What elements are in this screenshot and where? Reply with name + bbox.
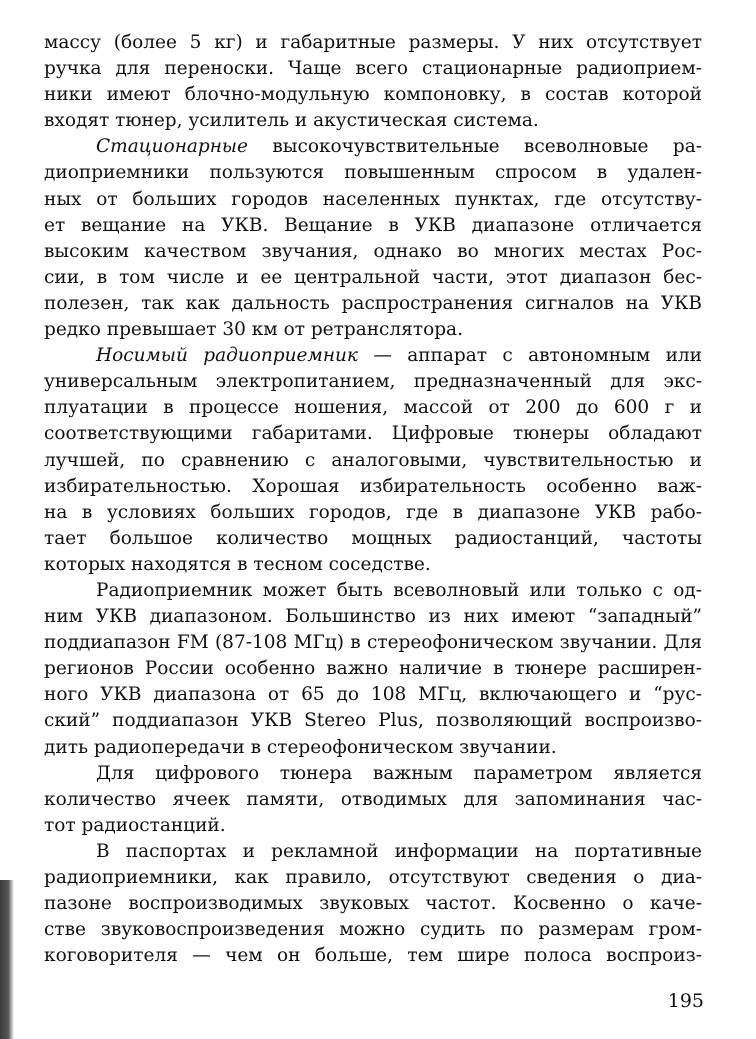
text-line: лучшей, по сравнению с аналоговыми, чувствительностью и — [44, 449, 702, 471]
page-body — [44, 30, 702, 969]
text-line: радиоприемники, как правило, отсутствуют сведения о диа- — [44, 867, 702, 888]
text-line: ручка для переноски. Чаще всего стационарные радиоприем- — [44, 58, 702, 80]
text-line: ники имеют блочно-модульную компоновку, в состав которой — [44, 84, 702, 106]
text-line: редко превышает 30 км от ретранслятора. — [44, 319, 463, 341]
text-line — [44, 134, 702, 160]
text-line: массу (более 5 кг) и габаритные размеры. У них отсутствует — [44, 32, 702, 53]
text-fragment: высокочувствительные всеволновые ра- — [247, 136, 702, 158]
paragraph-3 — [44, 343, 702, 578]
text-line: стве звуковоспроизведения можно судить по размерам гром- — [44, 919, 702, 941]
text-line: избирательностью. Хорошая избирательность особенно важ- — [44, 475, 702, 497]
paragraph-1 — [44, 30, 702, 134]
text-line: высоким качеством звучания, однако во многих местах Рос- — [44, 240, 702, 262]
text-line: плуатации в процессе ношения, массой от 200 до 600 г и — [44, 397, 702, 419]
text-line: Для цифрового тюнера важным параметром является — [96, 762, 702, 784]
text-line: универсальным электропитанием, предназначенный для экс- — [44, 371, 702, 393]
text-line: дить радиопередачи в стереофоническом звучании. — [44, 736, 557, 758]
text-line: соответствующими габаритами. Цифровые тюнеры обладают — [44, 423, 702, 445]
text-line: тот радиостанций. — [44, 814, 226, 836]
text-line: сии, в том числе и ее центральной части, этот диапазон бес- — [44, 266, 702, 288]
text-line: ет вещание на УКВ. Вещание в УКВ диапазоне отличается — [44, 214, 702, 236]
text-fragment: — аппарат с автономным или — [357, 345, 702, 367]
text-line: диоприемники пользуются повышенным спросом в удален- — [44, 162, 702, 184]
page-number: 195 — [667, 990, 704, 1012]
text-line: тает большое количество мощных радиостанций, частоты — [44, 527, 702, 549]
paragraph-5 — [44, 761, 702, 839]
text-line: поддиапазон FM (87-108 МГц) в стереофоническом звучании. Для — [44, 632, 702, 654]
text-line: количество ячеек памяти, отводимых для запоминания час- — [44, 788, 702, 810]
italic-term: Носимый радиоприемник — [96, 345, 358, 367]
paragraph-2 — [44, 134, 702, 343]
page-edge-shadow — [0, 880, 14, 1039]
italic-term: Стационарные — [96, 136, 248, 158]
text-line: на в условиях больших городов, где в диапазоне УКВ рабо- — [44, 501, 702, 523]
text-line: пазоне воспроизводимых звуковых частот. Косвенно о каче- — [44, 893, 702, 915]
text-line: ных от больших городов населенных пунктах, где отсутству- — [44, 188, 702, 210]
text-line: регионов России особенно важно наличие в тюнере расширен- — [44, 658, 702, 680]
text-line: полезен, так как дальность распространения сигналов на УКВ — [44, 292, 702, 314]
text-line: ного УКВ диапазона от 65 до 108 МГц, включающего и “рус- — [44, 684, 702, 706]
text-line: коговорителя — чем он больше, тем шире полоса воспроиз- — [44, 945, 702, 967]
paragraph-4 — [44, 578, 702, 761]
text-line: ним УКВ диапазоном. Большинство из них имеют “западный” — [44, 606, 702, 628]
text-line: входят тюнер, усилитель и акустическая система. — [44, 110, 539, 132]
text-line: В паспортах и рекламной информации на портативные — [96, 840, 702, 862]
paragraph-6 — [44, 839, 702, 969]
text-line: ский” поддиапазон УКВ Stereo Plus, позволяющий воспроизво- — [44, 710, 702, 732]
text-line: Радиоприемник может быть всеволновый или только с од- — [96, 579, 702, 601]
text-line: которых находятся в тесном соседстве. — [44, 553, 431, 575]
text-line — [44, 343, 702, 369]
